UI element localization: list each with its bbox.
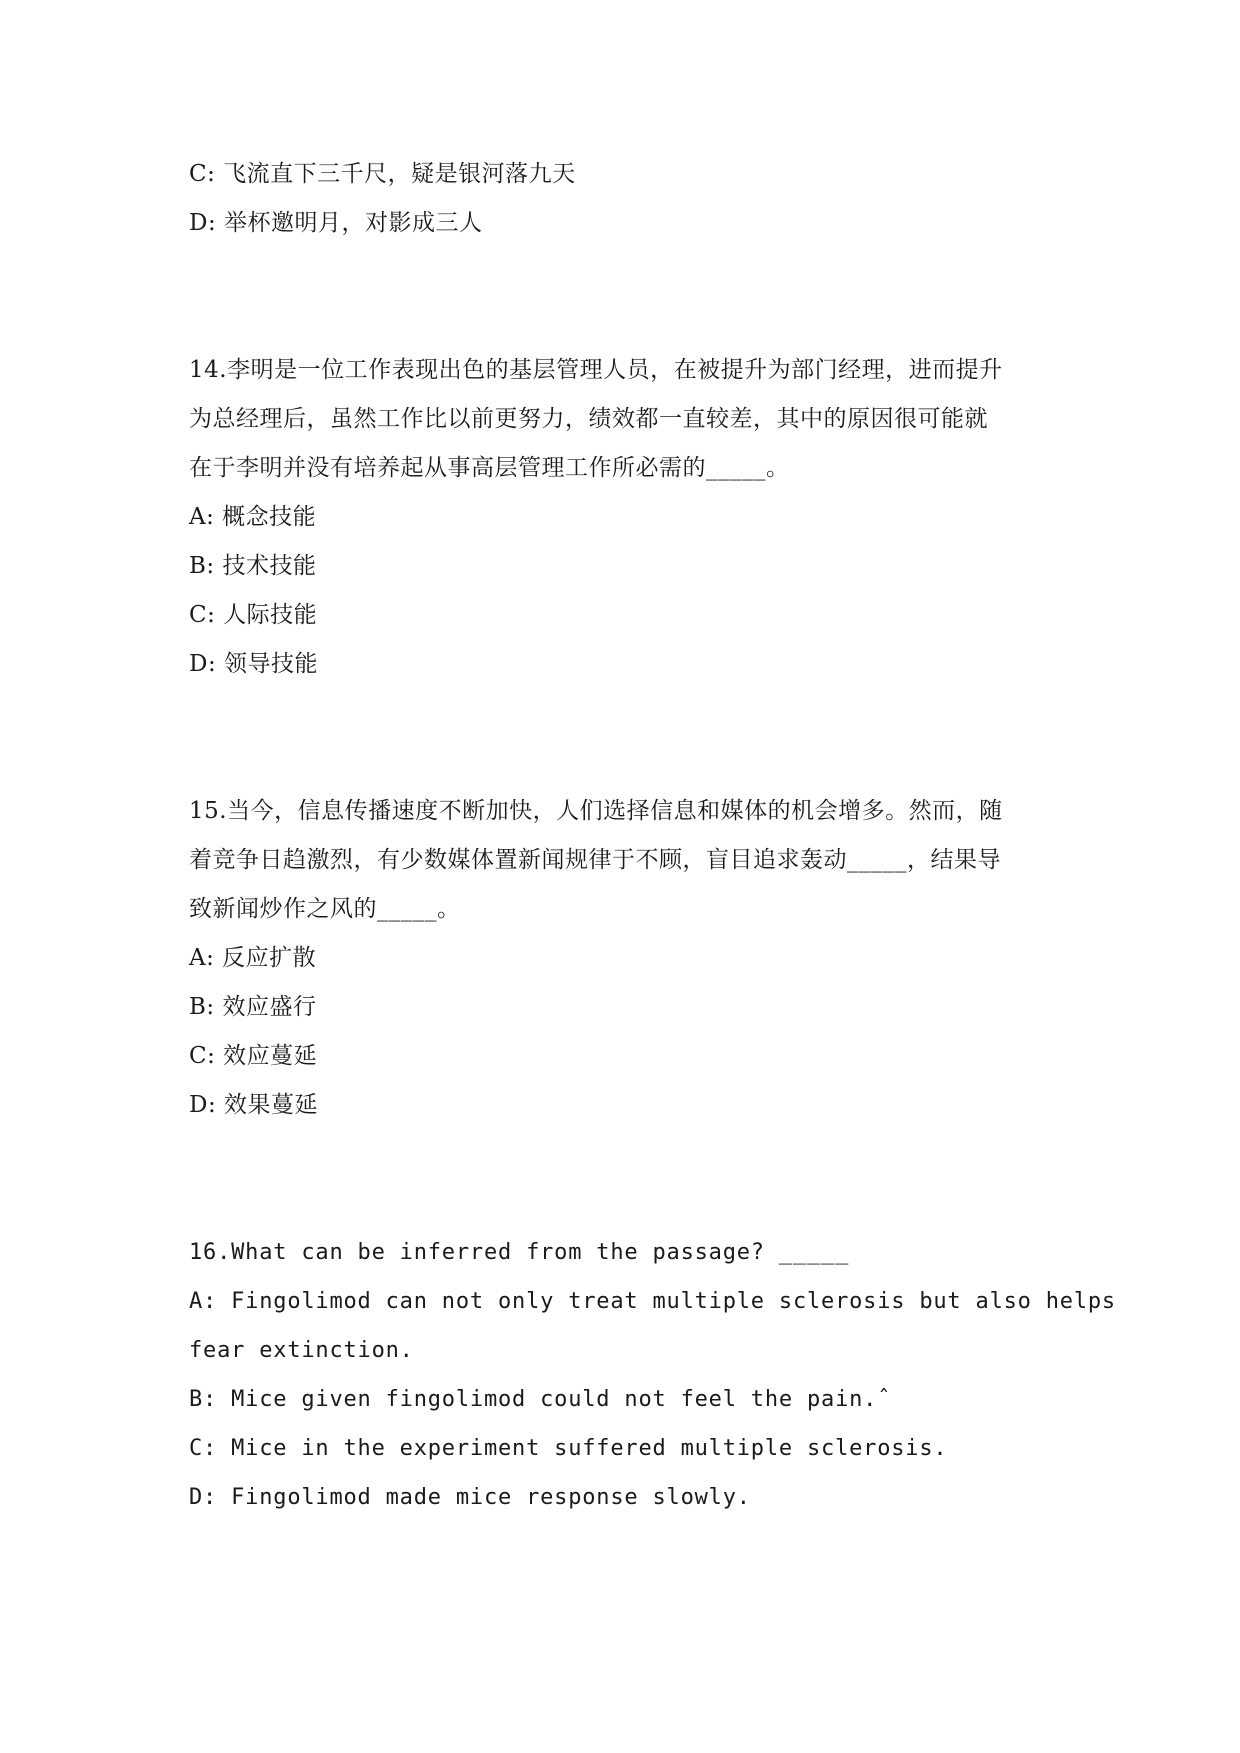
previous-question-options <box>189 150 1055 248</box>
option-a: A: 概念技能 <box>189 504 317 530</box>
option-d: D: 领导技能 <box>189 651 319 677</box>
question-content <box>189 150 1116 1522</box>
option-b: B: 效应盛行 <box>189 994 317 1020</box>
question-stem-line: 致新闻炒作之风的_____。 <box>189 896 461 922</box>
question-stem-line: 16.What can be inferred from the passage? _____ <box>189 1240 850 1265</box>
option-a: A: 反应扩散 <box>189 945 317 971</box>
question-stem-line: 在于李明并没有培养起从事高层管理工作所必需的_____。 <box>189 455 790 481</box>
option-line: D: 举杯邀明月，对影成三人 <box>189 210 483 236</box>
question-14 <box>189 346 1055 689</box>
question-stem-line: 为总经理后，虽然工作比以前更努力，绩效都一直较差，其中的原因很可能就 <box>189 406 988 432</box>
option-c: C: Mice in the experiment suffered multiple sclerosis. <box>189 1436 948 1461</box>
option-d: D: Fingolimod made mice response slowly. <box>189 1485 751 1510</box>
question-stem-line: 着竞争日趋激烈，有少数媒体置新闻规律于不顾，盲目追求轰动_____，结果导 <box>189 847 1001 873</box>
option-c: C: 人际技能 <box>189 602 318 628</box>
question-stem-line: 14.李明是一位工作表现出色的基层管理人员，在被提升为部门经理，进而提升 <box>189 357 1003 383</box>
question-stem-line: 15.当今，信息传播速度不断加快，人们选择信息和媒体的机会增多。然而，随 <box>189 798 1003 824</box>
option-a: A: Fingolimod can not only treat multiple sclerosis but also helps <box>189 1289 1116 1314</box>
question-16 <box>189 1228 1116 1522</box>
option-line: C: 飞流直下三千尺，疑是银河落九天 <box>189 161 576 187</box>
option-b: B: Mice given fingolimod could not feel the pain.ˆ <box>189 1387 892 1412</box>
question-15 <box>189 787 1055 1130</box>
option-a-continued: fear extinction. <box>189 1338 414 1363</box>
option-d: D: 效果蔓延 <box>189 1092 319 1118</box>
option-c: C: 效应蔓延 <box>189 1043 318 1069</box>
option-b: B: 技术技能 <box>189 553 317 579</box>
